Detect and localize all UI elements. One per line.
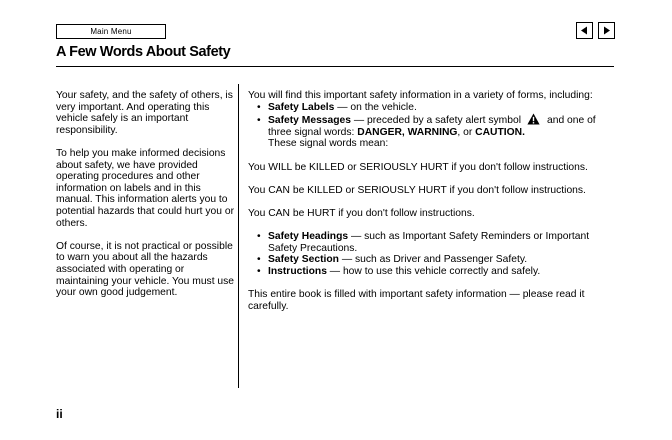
left-column <box>56 90 236 299</box>
signal-words-intro: These signal words mean: <box>268 138 389 150</box>
warning-triangle-icon <box>527 113 540 125</box>
page-number: ii <box>56 407 63 421</box>
informed-decisions-paragraph: To help you make informed decisions about safety, we have provided operating procedures and other information on labels and in this manual. This information alerts you to potential hazards that could hurt you or others. <box>56 147 235 229</box>
safety-headings-desc: — such as Important Safety Reminders or Important Safety Precautions. <box>268 231 590 254</box>
safety-messages-term: Safety Messages <box>268 115 351 127</box>
forms-intro: You will find this important safety information in a variety of forms, including: <box>248 90 593 101</box>
signal-word-danger: DANGER <box>357 126 402 138</box>
instructions-desc: — how to use this vehicle correctly and safely. <box>326 265 541 277</box>
title-rule <box>56 66 614 67</box>
triangle-left-icon <box>580 26 589 35</box>
signal-word-or: , or <box>457 126 476 138</box>
bullet-safety-labels <box>248 102 618 114</box>
safety-section-desc: — such as Driver and Passenger Safety. <box>338 254 528 266</box>
bullet-safety-messages: • Safety Messages — preceded by a safety alert symbol and one of three signal words: DANGER, WARNING, or CAUTION. <box>248 113 618 138</box>
closing-paragraph: This entire book is filled with important safety information — please read it carefully. <box>248 289 585 312</box>
column-divider <box>238 84 239 388</box>
signal-warning-meaning: You CAN be KILLED or SERIOUSLY HURT if you don't follow instructions. <box>248 184 586 196</box>
safety-section-term: Safety Section <box>268 254 339 266</box>
safety-labels-desc: — on the vehicle. <box>334 101 417 113</box>
intro-paragraph: Your safety, and the safety of others, is very important. And operating this vehicle safely is an important responsibility. <box>56 90 233 136</box>
signal-caution-meaning: You CAN be HURT if you don't follow instructions. <box>248 207 475 219</box>
safety-messages-tail: and one of three signal words: <box>268 115 596 138</box>
bullet-safety-section <box>248 254 618 266</box>
bullet-safety-headings <box>248 231 618 254</box>
main-menu-button[interactable]: Main Menu <box>56 24 166 39</box>
safety-headings-term: Safety Headings <box>268 231 349 243</box>
signal-danger-meaning: You WILL be KILLED or SERIOUSLY HURT if you don't follow instructions. <box>248 161 588 173</box>
previous-page-button[interactable] <box>576 22 593 39</box>
page-title: A Few Words About Safety <box>56 44 231 60</box>
judgement-paragraph: Of course, it is not practical or possible to warn you about all the hazards associated with operating or maintaining your vehicle. You must use your own good judgement. <box>56 240 235 299</box>
triangle-right-icon <box>602 26 611 35</box>
signal-word-caution: CAUTION. <box>475 126 525 138</box>
instructions-term: Instructions <box>268 265 327 277</box>
signal-word-warning: WARNING <box>407 126 458 138</box>
bullet-instructions <box>248 266 618 278</box>
next-page-button[interactable] <box>598 22 615 39</box>
safety-messages-desc: — preceded by a safety alert symbol <box>351 115 521 127</box>
right-column <box>248 90 618 312</box>
safety-labels-term: Safety Labels <box>268 101 335 113</box>
